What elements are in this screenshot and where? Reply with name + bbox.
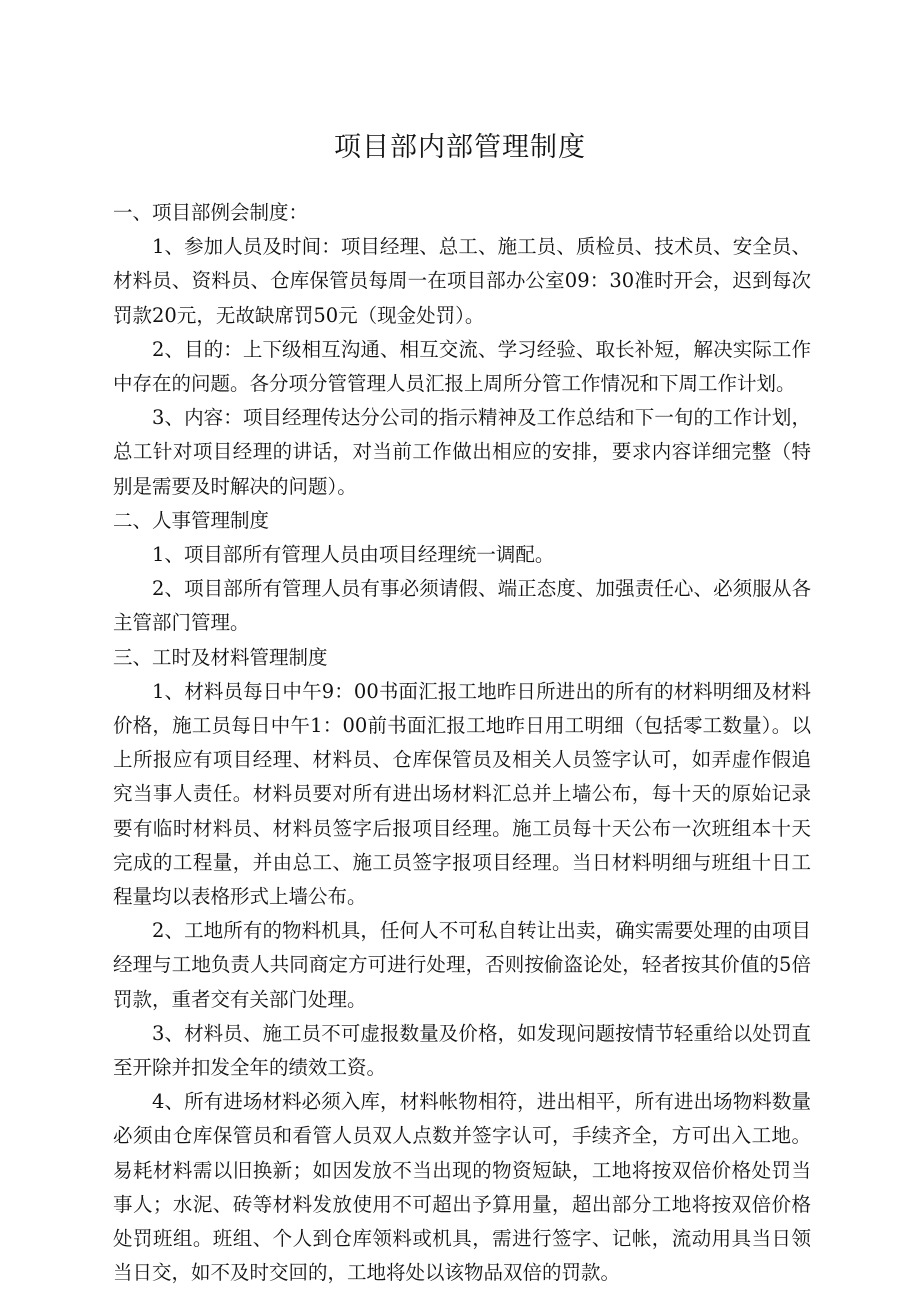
paragraph: 2、工地所有的物料机具，任何人不可私自转让出卖，确实需要处理的由项目经理与工地负责人共同商定方可进行处理，否则按偷盗论处，轻者按其价值的5倍罚款，重者交有关部门处理。 (113, 919, 811, 1011)
paragraph: 2、项目部所有管理人员有事必须请假、端正态度、加强责任心、必须服从各主管部门管理。 (113, 577, 811, 635)
section-heading-personnel: 二、人事管理制度 (113, 508, 270, 532)
section-heading-meeting: 一、项目部例会制度： (113, 201, 309, 224)
document-title: 项目部内部管理制度 (334, 132, 586, 163)
paragraph: 3、内容：项目经理传达分公司的指示精神及工作总结和下一旬的工作计划，总工针对项目经理的讲话，对当前工作做出相应的安排，要求内容详细完整（特别是需要及时解决的问题）。 (113, 406, 811, 498)
paragraph: 3、材料员、施工员不可虚报数量及价格，如发现问题按情节轻重给以处罚直至开除并扣发全年的绩效工资。 (113, 1021, 811, 1080)
paragraph: 1、项目部所有管理人员由项目经理统一调配。 (152, 543, 555, 567)
document-body (113, 196, 811, 1291)
paragraph: 2、目的：上下级相互沟通、相互交流、学习经验、取长补短，解决实际工作中存在的问题。各分项分管管理人员汇报上周所分管工作情况和下周工作计划。 (113, 337, 811, 396)
paragraph: 1、参加人员及时间：项目经理、总工、施工员、质检员、技术员、安全员、材料员、资料员、仓库保管员每周一在项目部办公室09：30准时开会，迟到每次罚款20元，无故缺席罚50元（现金处罚）。 (113, 235, 811, 327)
section-heading-materials: 三、工时及材料管理制度 (113, 645, 328, 669)
paragraph: 4、所有进场材料必须入库，材料帐物相符，进出相平，所有进出场物料数量必须由仓库保管员和看管人员双人点数并签字认可，手续齐全，方可出入工地。易耗材料需以旧换新；如因发放不当出现的物资短缺，工地将按双倍价格处罚当事人；水泥、砖等材料发放使用不可超出予算用量，超出部分工地将按双倍价格处罚班组。班组、个人到仓库领料或机具，需进行签字、记帐，流动用具当日领当日交，如不及时交回的，工地将处以该物品双倍的罚款。 (113, 1090, 811, 1285)
paragraph: 1、材料员每日中午9：00书面汇报工地昨日所进出的所有的材料明细及材料价格，施工员每日中午1：00前书面汇报工地昨日用工明细（包括零工数量）。以上所报应有项目经理、材料员、仓库保管员及相关人员签字认可，如弄虚作假追究当事人责任。材料员要对所有进出场材料汇总并上墙公布，每十天的原始记录要有临时材料员、材料员签字后报项目经理。施工员每十天公布一次班组本十天完成的工程量，并由总工、施工员签字报项目经理。当日材料明细与班组十日工程量均以表格形式上墙公布。 (113, 679, 811, 909)
